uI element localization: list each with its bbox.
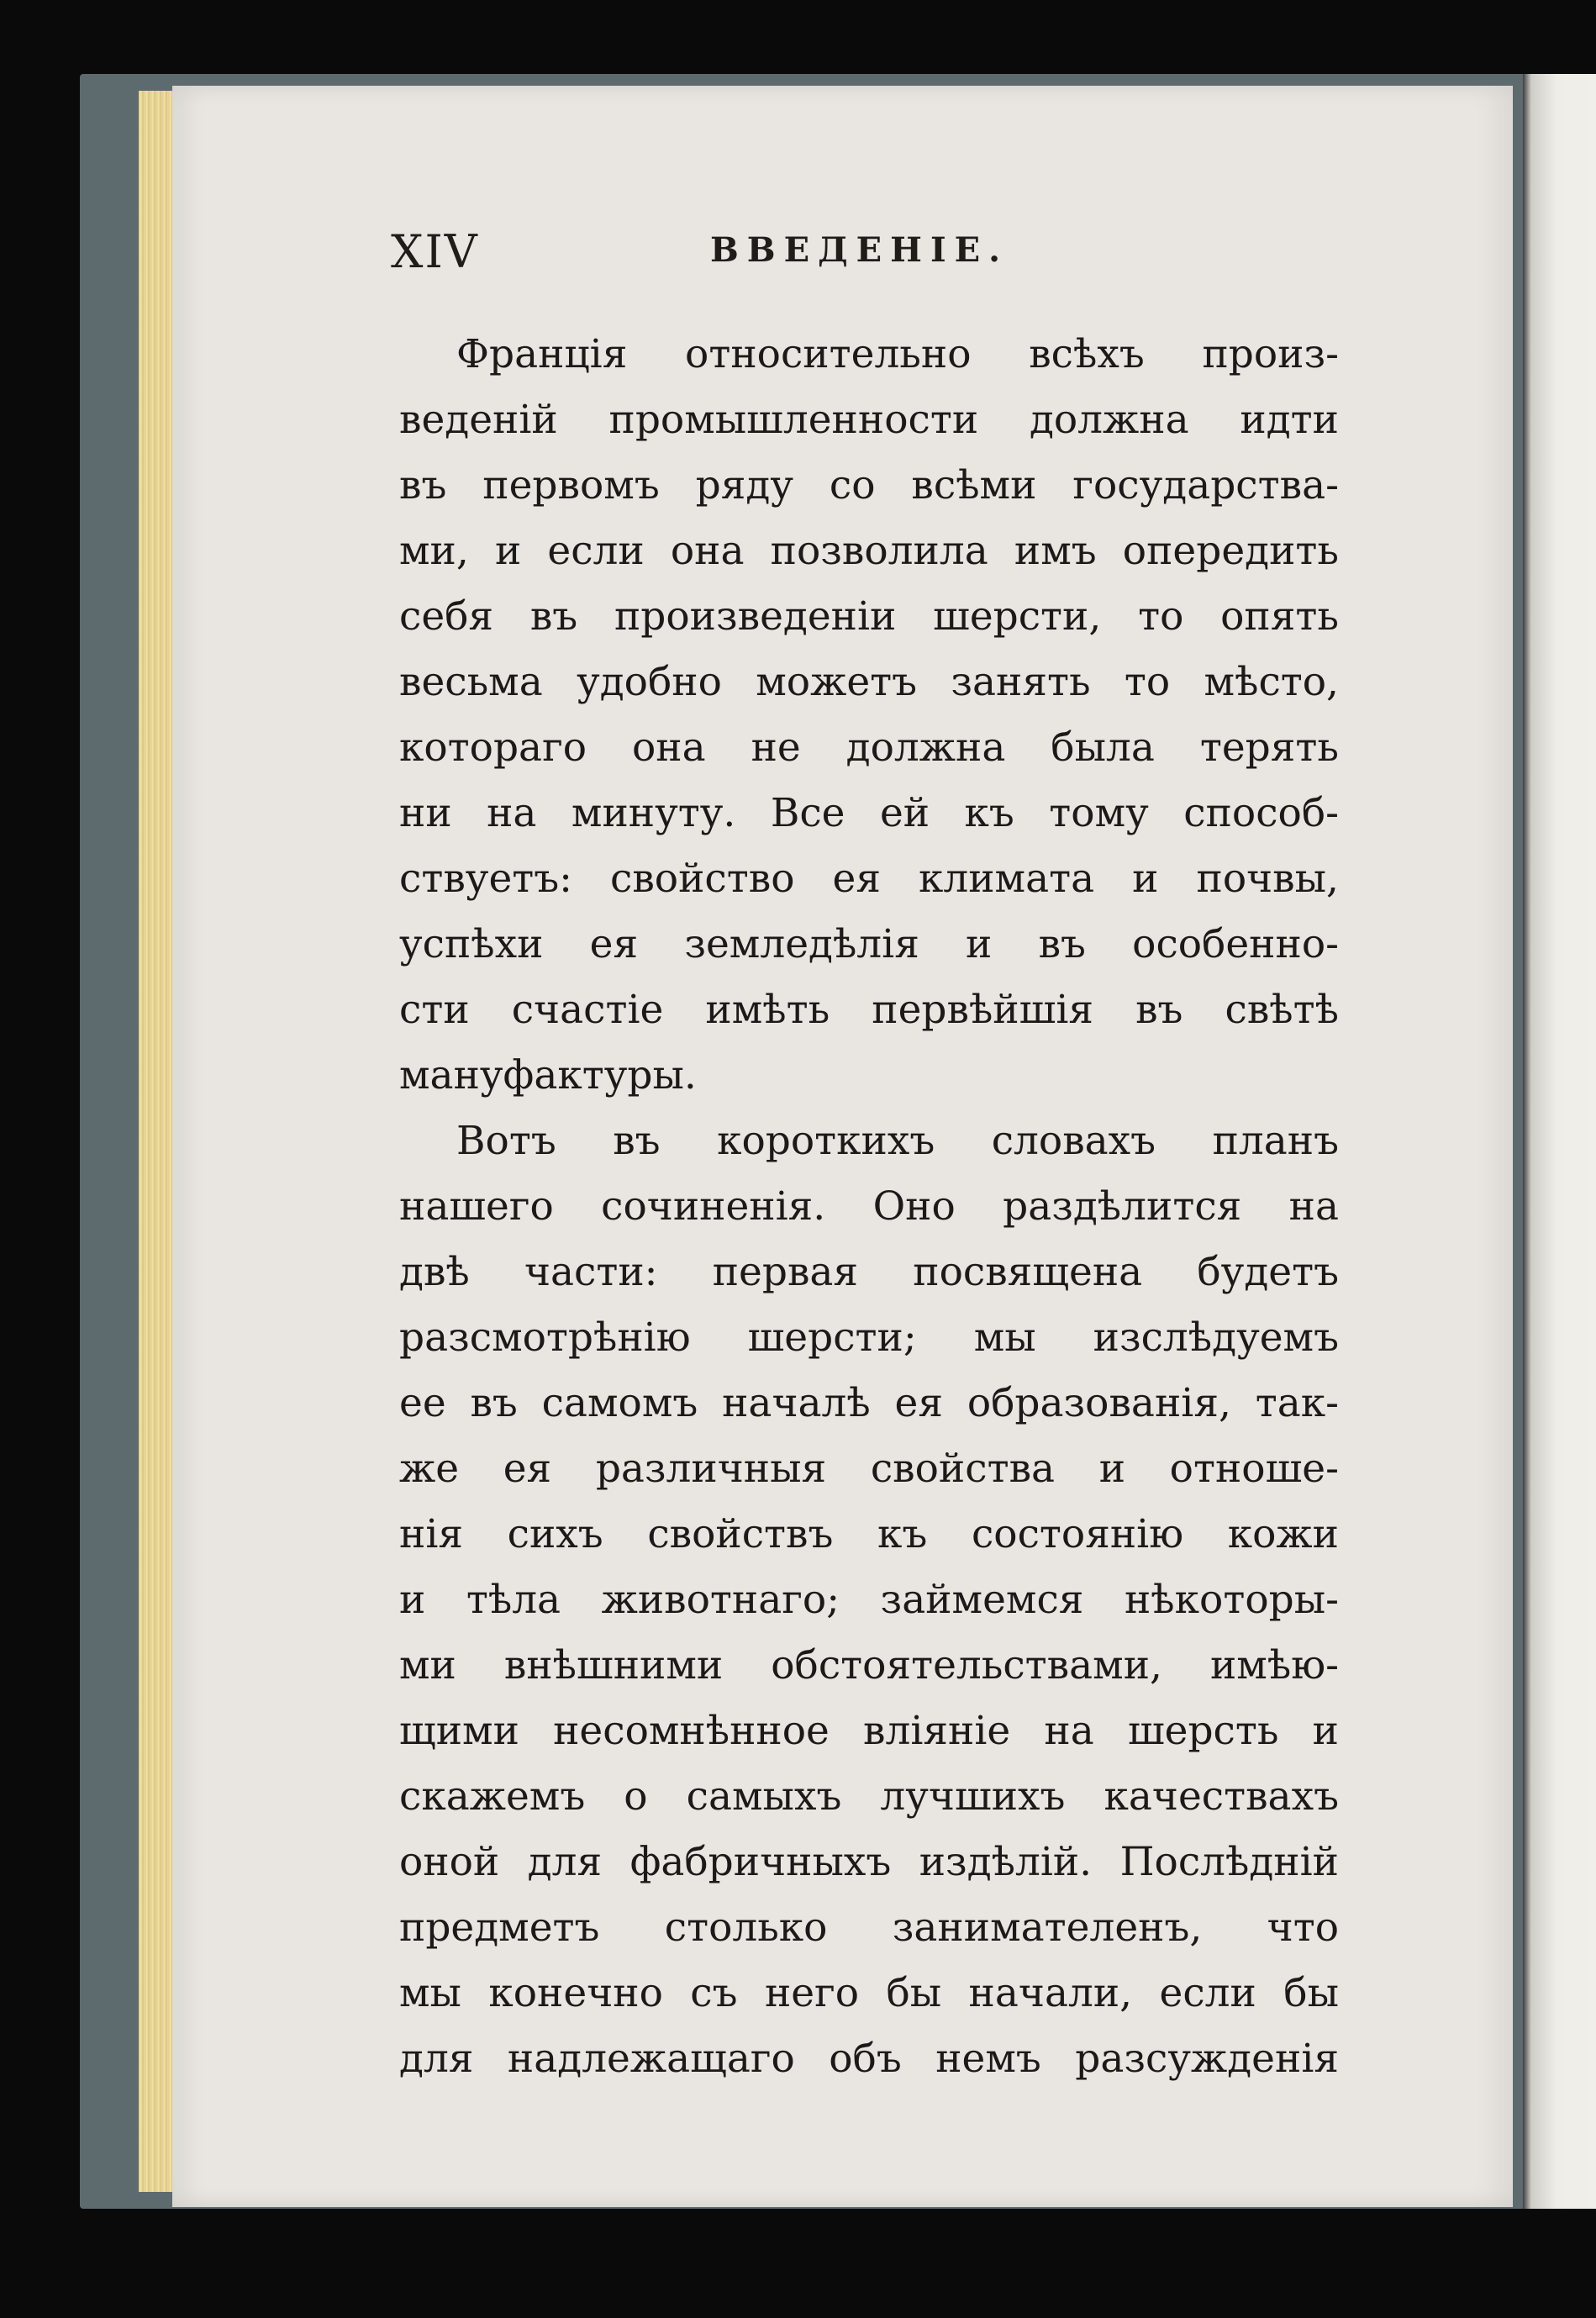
text-line: двѣ части: первая посвящена будетъ <box>399 1249 1339 1295</box>
text-line: разсмотрѣнію шерсти; мы изслѣдуемъ <box>399 1314 1339 1361</box>
text-line: щими несомнѣнное вліяніе на шерсть и <box>399 1708 1339 1754</box>
text-line: и тѣла животнаго; займемся нѣкоторы- <box>399 1577 1339 1623</box>
text-line: ствуетъ: свойство ея климата и почвы, <box>399 856 1339 902</box>
text-line: ми, и если она позволила имъ опередить <box>399 528 1339 574</box>
text-line: ми внѣшними обстоятельствами, имѣю- <box>399 1642 1339 1688</box>
text-line: мануфактуры. <box>399 1052 697 1098</box>
page-header <box>214 225 1341 284</box>
body-text <box>399 322 1339 2092</box>
text-line: успѣхи ея земледѣлія и въ особенно- <box>399 921 1339 967</box>
text-line: въ первомъ ряду со всѣми государства- <box>399 462 1339 508</box>
text-line: ни на минуту. Все ей къ тому способ- <box>399 790 1339 836</box>
text-line: скажемъ о самыхъ лучшихъ качествахъ <box>399 1773 1339 1820</box>
text-line: Франція относительно всѣхъ произ- <box>456 331 1339 377</box>
text-line: веденій промышленности должна идти <box>399 397 1339 443</box>
text-line: же ея различныя свойства и отноше- <box>399 1446 1339 1492</box>
text-line: мы конечно съ него бы начали, если бы <box>399 1970 1339 2016</box>
text-line: оной для фабричныхъ издѣлій. Послѣдній <box>399 1839 1339 1885</box>
text-line: предметъ столько занимателенъ, что <box>399 1904 1339 1951</box>
text-line: себя въ произведеніи шерсти, то опять <box>399 593 1339 640</box>
text-line: для надлежащаго объ немъ разсужденія <box>399 2036 1339 2082</box>
page-number: XIV <box>391 225 479 278</box>
text-line: нія сихъ свойствъ къ состоянію кожи <box>399 1511 1339 1557</box>
facing-page-edge <box>1523 74 1596 2209</box>
running-head: ВВЕДЕНІЕ. <box>710 230 1009 270</box>
text-line: весьма удобно можетъ занять то мѣсто, <box>399 659 1339 705</box>
text-line: нашего сочиненія. Оно раздѣлится на <box>399 1183 1339 1230</box>
text-line: котораго она не должна была терять <box>399 724 1339 771</box>
text-line: ее въ самомъ началѣ ея образованія, так- <box>399 1380 1339 1426</box>
text-line: сти счастіе имѣть первѣйшія въ свѣтѣ <box>399 987 1339 1033</box>
text-line: Вотъ въ короткихъ словахъ планъ <box>456 1118 1339 1164</box>
